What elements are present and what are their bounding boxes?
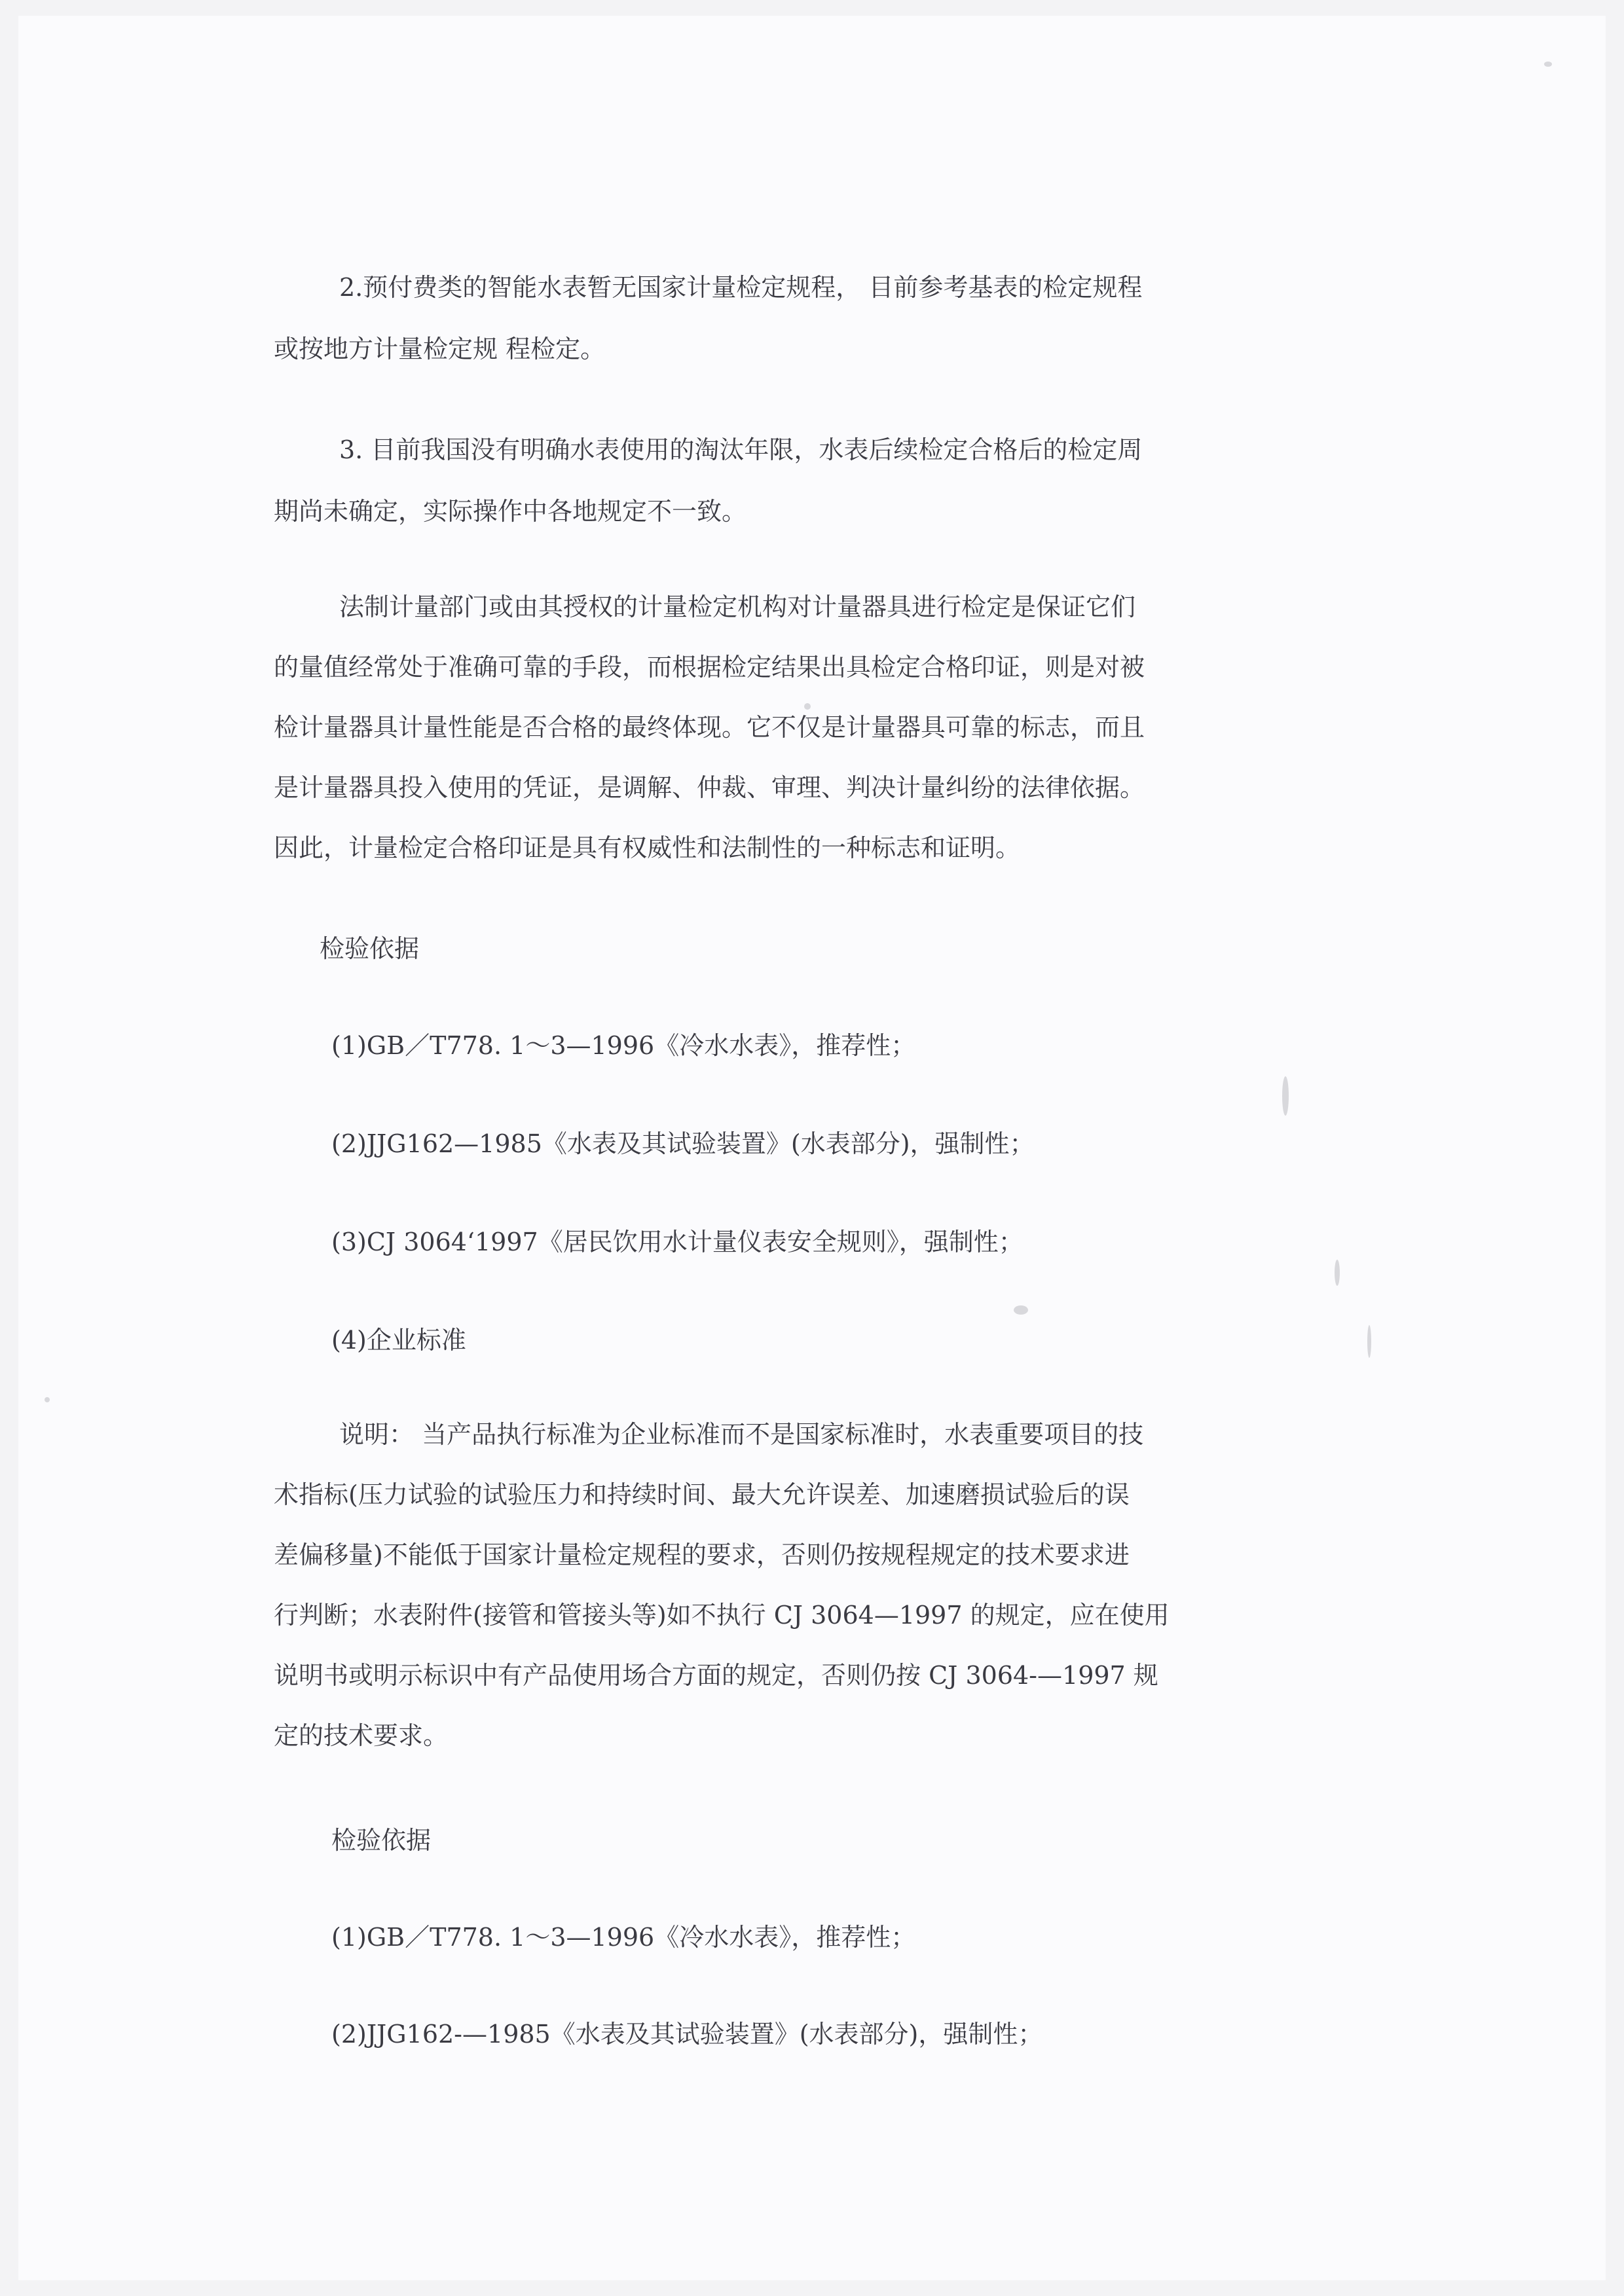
scan-speck [45,1397,50,1402]
scan-speck [1014,1305,1028,1315]
paragraph-explanation [274,1418,1354,1752]
standard-item-4: (4)企业标准 [331,1326,466,1355]
standard-item-2-repeat: (2)JJG162-—1985《水表及其试验装置》(水表部分)，强制性； [331,2020,1043,2049]
text-line: 差偏移量)不能低于国家计量检定规程的要求，否则仍按规程规定的技术要求进 [274,1540,1130,1569]
paragraph-legal-metrology [274,591,1354,864]
standard-item-1-repeat: (1)GB／T778. 1～3—1996《冷水水表》，推荐性； [331,1923,916,1952]
text-line: 的量值经常处于准确可靠的手段，而根据检定结果出具检定合格印证，则是对被 [274,653,1145,682]
heading-inspection-basis-2: 检验依据 [331,1826,432,1855]
scan-speck [1282,1076,1289,1116]
paragraph-retirement-period-note [274,433,1354,528]
text-line: 行判断；水表附件(接管和管接头等)如不执行 CJ 3064—1997 的规定，应在使用 [274,1601,1170,1630]
standard-item-1: (1)GB／T778. 1～3—1996《冷水水表》，推荐性； [331,1031,916,1060]
text-line: 法制计量部门或由其授权的计量检定机构对计量器具进行检定是保证它们 [339,592,1136,621]
text-line: 期尚未确定，实际操作中各地规定不一致。 [274,497,747,526]
text-line: 2.预付费类的智能水表暂无国家计量检定规程， 目前参考基表的检定规程 [339,273,1143,302]
text-line: 说明： 当产品执行标准为企业标准而不是国家标准时，水表重要项目的技 [339,1420,1144,1449]
document-page [18,16,1606,2280]
text-line: 说明书或明示标识中有产品使用场合方面的规定，否则仍按 CJ 3064-—1997 规 [274,1661,1158,1690]
text-line: 或按地方计量检定规 程检定。 [274,335,606,363]
scan-speck [804,703,811,710]
heading-inspection-basis: 检验依据 [320,934,420,963]
text-line: 定的技术要求。 [274,1721,449,1750]
text-line: 是计量器具投入使用的凭证，是调解、仲裁、审理、判决计量纠纷的法律依据。 [274,773,1145,802]
text-line: 检计量器具计量性能是否合格的最终体现。它不仅是计量器具可靠的标志，而且 [274,713,1145,742]
scan-speck [1544,62,1552,67]
text-line: 术指标(压力试验的试验压力和持续时间、最大允许误差、加速磨损试验后的误 [274,1480,1130,1509]
scan-speck [1335,1260,1340,1286]
standard-item-3: (3)CJ 3064‘1997《居民饮用水计量仪表安全规则》，强制性； [331,1228,1024,1256]
standard-item-2: (2)JJG162—1985《水表及其试验装置》(水表部分)，强制性； [331,1129,1035,1158]
scan-speck [1367,1325,1371,1358]
paragraph-prepaid-meter-note [274,271,1354,365]
text-line: 因此，计量检定合格印证是具有权威性和法制性的一种标志和证明。 [274,833,1021,862]
text-line: 3. 目前我国没有明确水表使用的淘汰年限，水表后续检定合格后的检定周 [339,435,1143,464]
